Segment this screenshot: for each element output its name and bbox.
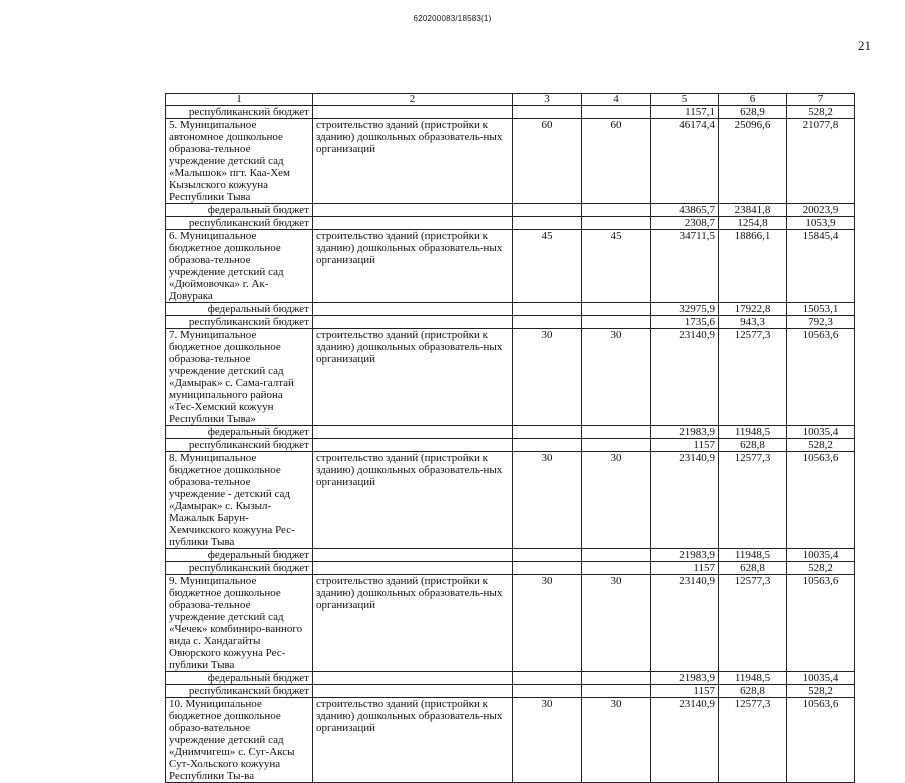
empty-cell <box>313 204 513 217</box>
purpose: строительство зданий (пристройки к зданию) дошкольных образователь-ных организаций <box>313 575 513 672</box>
budget-source-label: республиканский бюджет <box>166 106 313 119</box>
value-col5: 2308,7 <box>651 217 719 230</box>
value-col5: 1735,6 <box>651 316 719 329</box>
value-col6: 943,3 <box>719 316 787 329</box>
institution-name: 8. Муниципальное бюджетное дошкольное образова-тельное учреждение - детский сад «Дамырак» с. Кызыл-Мажалык Барун-Хемчикского кожууна Рес-публики Тыва <box>166 452 313 549</box>
institution-name: 5. Муниципальное автономное дошкольное образова-тельное учреждение детский сад «Малышок» пгт. Каа-Хем Кызылского кожууна Республики Тыва <box>166 119 313 204</box>
empty-cell <box>313 672 513 685</box>
institution-row <box>166 119 855 204</box>
value-col7: 10563,6 <box>787 329 855 426</box>
value-col5: 21983,9 <box>651 426 719 439</box>
empty-cell <box>513 439 582 452</box>
value-col5: 21983,9 <box>651 672 719 685</box>
value-col6: 628,8 <box>719 685 787 698</box>
value-col6: 12577,3 <box>719 575 787 672</box>
value-col4: 30 <box>582 452 651 549</box>
federal-budget-row <box>166 303 855 316</box>
empty-cell <box>313 685 513 698</box>
budget-source-label: республиканский бюджет <box>166 562 313 575</box>
column-header: 4 <box>582 94 651 106</box>
purpose: строительство зданий (пристройки к зданию) дошкольных образователь-ных организаций <box>313 230 513 303</box>
value-col7: 792,3 <box>787 316 855 329</box>
purpose: строительство зданий (пристройки к зданию) дошкольных образователь-ных организаций <box>313 452 513 549</box>
value-col5: 34711,5 <box>651 230 719 303</box>
value-col5: 1157,1 <box>651 106 719 119</box>
budget-source-label: федеральный бюджет <box>166 672 313 685</box>
value-col7: 10563,6 <box>787 698 855 783</box>
federal-budget-row <box>166 549 855 562</box>
value-col4: 45 <box>582 230 651 303</box>
value-col5: 46174,4 <box>651 119 719 204</box>
value-col7: 15053,1 <box>787 303 855 316</box>
institution-name: 6. Муниципальное бюджетное дошкольное образова-тельное учреждение детский сад «Дюймовочка» г. Ак-Довурака <box>166 230 313 303</box>
purpose: строительство зданий (пристройки к зданию) дошкольных образователь-ных организаций <box>313 698 513 783</box>
empty-cell <box>582 672 651 685</box>
value-col5: 23140,9 <box>651 329 719 426</box>
empty-cell <box>582 106 651 119</box>
budget-source-label: республиканский бюджет <box>166 316 313 329</box>
value-col5: 1157 <box>651 562 719 575</box>
value-col5: 1157 <box>651 439 719 452</box>
empty-cell <box>513 685 582 698</box>
empty-cell <box>513 426 582 439</box>
value-col7: 528,2 <box>787 439 855 452</box>
value-col6: 18866,1 <box>719 230 787 303</box>
value-col7: 10563,6 <box>787 575 855 672</box>
value-col6: 25096,6 <box>719 119 787 204</box>
empty-cell <box>313 439 513 452</box>
value-col5: 23140,9 <box>651 452 719 549</box>
empty-cell <box>582 426 651 439</box>
document-code: 620200083/18583(1) <box>413 14 492 23</box>
column-header: 7 <box>787 94 855 106</box>
empty-cell <box>313 303 513 316</box>
value-col3: 30 <box>513 329 582 426</box>
value-col5: 23140,9 <box>651 698 719 783</box>
value-col6: 628,9 <box>719 106 787 119</box>
federal-budget-row <box>166 204 855 217</box>
purpose: строительство зданий (пристройки к зданию) дошкольных образователь-ных организаций <box>313 119 513 204</box>
column-header: 5 <box>651 94 719 106</box>
value-col6: 1254,8 <box>719 217 787 230</box>
value-col3: 30 <box>513 698 582 783</box>
empty-cell <box>513 316 582 329</box>
value-col6: 11948,5 <box>719 426 787 439</box>
empty-cell <box>513 217 582 230</box>
budget-source-label: федеральный бюджет <box>166 303 313 316</box>
value-col5: 32975,9 <box>651 303 719 316</box>
value-col3: 45 <box>513 230 582 303</box>
federal-budget-row <box>166 426 855 439</box>
empty-cell <box>513 549 582 562</box>
institution-row <box>166 329 855 426</box>
value-col3: 30 <box>513 575 582 672</box>
institution-row <box>166 452 855 549</box>
value-col7: 528,2 <box>787 562 855 575</box>
republic-budget-row <box>166 439 855 452</box>
empty-cell <box>313 217 513 230</box>
value-col6: 11948,5 <box>719 549 787 562</box>
value-col6: 628,8 <box>719 562 787 575</box>
value-col6: 17922,8 <box>719 303 787 316</box>
republic-budget-row <box>166 106 855 119</box>
value-col6: 12577,3 <box>719 698 787 783</box>
value-col6: 23841,8 <box>719 204 787 217</box>
empty-cell <box>582 316 651 329</box>
institution-name: 10. Муниципальное бюджетное дошкольное образо-вательное учреждение детский сад «Днимчигеш» с. Суг-Аксы Сут-Хольского кожууна Республики Ты-ва <box>166 698 313 783</box>
value-col3: 60 <box>513 119 582 204</box>
page-number: 21 <box>858 38 871 53</box>
empty-cell <box>513 562 582 575</box>
value-col3: 30 <box>513 452 582 549</box>
republic-budget-row <box>166 316 855 329</box>
republic-budget-row <box>166 685 855 698</box>
empty-cell <box>513 672 582 685</box>
budget-source-label: федеральный бюджет <box>166 549 313 562</box>
budget-source-label: федеральный бюджет <box>166 204 313 217</box>
value-col4: 30 <box>582 698 651 783</box>
value-col7: 20023,9 <box>787 204 855 217</box>
republic-budget-row <box>166 217 855 230</box>
column-header: 3 <box>513 94 582 106</box>
value-col5: 21983,9 <box>651 549 719 562</box>
empty-cell <box>513 106 582 119</box>
federal-budget-row <box>166 672 855 685</box>
budget-source-label: республиканский бюджет <box>166 217 313 230</box>
purpose: строительство зданий (пристройки к зданию) дошкольных образователь-ных организаций <box>313 329 513 426</box>
value-col4: 30 <box>582 575 651 672</box>
empty-cell <box>513 204 582 217</box>
value-col5: 1157 <box>651 685 719 698</box>
value-col6: 628,8 <box>719 439 787 452</box>
empty-cell <box>582 439 651 452</box>
empty-cell <box>582 303 651 316</box>
value-col7: 10035,4 <box>787 426 855 439</box>
empty-cell <box>582 217 651 230</box>
republic-budget-row <box>166 562 855 575</box>
value-col6: 12577,3 <box>719 329 787 426</box>
empty-cell <box>582 685 651 698</box>
column-header: 1 <box>166 94 313 106</box>
value-col7: 10563,6 <box>787 452 855 549</box>
budget-table <box>165 93 855 783</box>
empty-cell <box>313 426 513 439</box>
value-col7: 15845,4 <box>787 230 855 303</box>
column-header: 6 <box>719 94 787 106</box>
column-header: 2 <box>313 94 513 106</box>
value-col7: 10035,4 <box>787 672 855 685</box>
empty-cell <box>313 549 513 562</box>
empty-cell <box>582 549 651 562</box>
institution-name: 7. Муниципальное бюджетное дошкольное образова-тельное учреждение детский сад «Дамырак» с. Сама-галтай муниципального района «Тес-Хемский кожуун Республики Тыва» <box>166 329 313 426</box>
budget-source-label: республиканский бюджет <box>166 439 313 452</box>
budget-source-label: федеральный бюджет <box>166 426 313 439</box>
value-col5: 23140,9 <box>651 575 719 672</box>
value-col5: 43865,7 <box>651 204 719 217</box>
value-col6: 11948,5 <box>719 672 787 685</box>
value-col7: 21077,8 <box>787 119 855 204</box>
value-col4: 30 <box>582 329 651 426</box>
institution-row <box>166 698 855 783</box>
empty-cell <box>582 204 651 217</box>
institution-row <box>166 575 855 672</box>
value-col7: 1053,9 <box>787 217 855 230</box>
value-col6: 12577,3 <box>719 452 787 549</box>
empty-cell <box>582 562 651 575</box>
empty-cell <box>313 316 513 329</box>
value-col7: 10035,4 <box>787 549 855 562</box>
budget-source-label: республиканский бюджет <box>166 685 313 698</box>
institution-name: 9. Муниципальное бюджетное дошкольное образова-тельное учреждение детский сад «Чечек» комбиниро-ванного вида с. Хандагайты Овюрского кожууна Рес-публики Тыва <box>166 575 313 672</box>
empty-cell <box>313 562 513 575</box>
header-row <box>166 94 855 106</box>
value-col7: 528,2 <box>787 106 855 119</box>
empty-cell <box>313 106 513 119</box>
institution-row <box>166 230 855 303</box>
value-col7: 528,2 <box>787 685 855 698</box>
value-col4: 60 <box>582 119 651 204</box>
empty-cell <box>513 303 582 316</box>
